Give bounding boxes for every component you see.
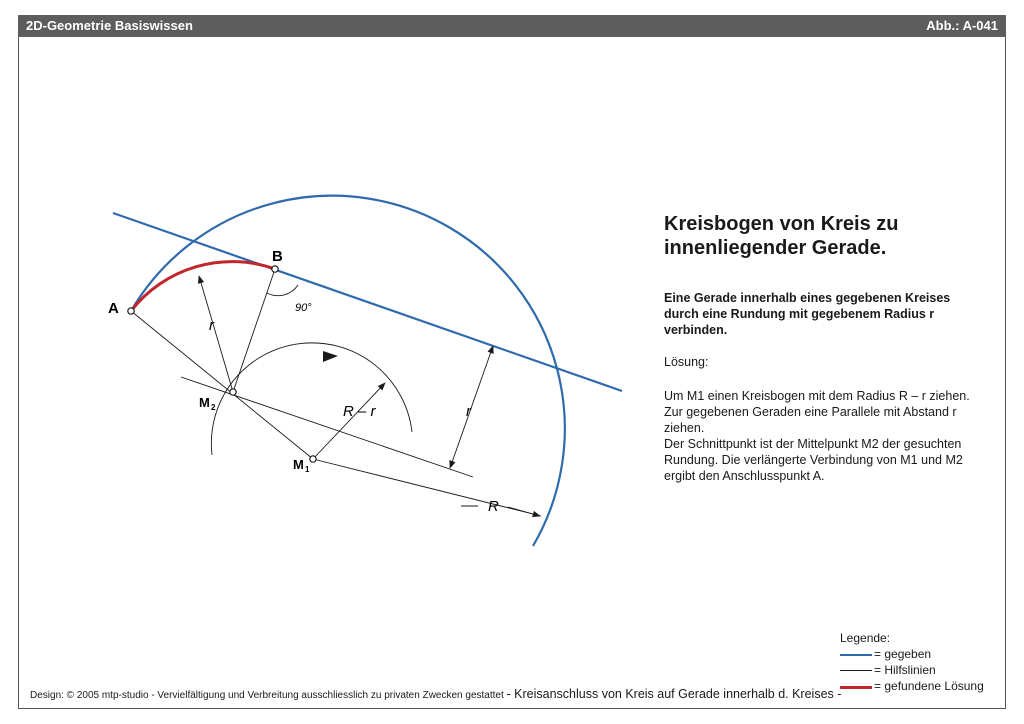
solution-label: Lösung:: [664, 355, 709, 369]
label-R: R: [488, 498, 499, 515]
label-m2-sub: 2: [211, 403, 216, 412]
label-r-minus-r: R – r: [343, 403, 376, 420]
solution-step-3: Der Schnittpunkt ist der Mittelpunkt M2 der gesuchten Rundung. Die verlängerte Verbindung von M1 und M2 ergibt den Anschlusspunkt A.: [664, 437, 963, 483]
arc-direction-arrow: [323, 351, 338, 362]
footer: [30, 687, 841, 701]
title-line-1: Kreisbogen von Kreis zu: [664, 213, 899, 235]
description-title: [664, 212, 984, 260]
solution-step-1: Um M1 einen Kreisbogen mit dem Radius R – r ziehen.: [664, 389, 970, 403]
given-circle: [131, 196, 565, 546]
radius-r-arrow: [199, 276, 233, 392]
legend-label: = gegeben: [874, 647, 932, 661]
solution-text: [664, 388, 974, 484]
parallel-helper-line: [181, 377, 473, 477]
title-line-2: innenliegender Gerade.: [664, 237, 887, 259]
point-m2: [230, 389, 236, 395]
legend-swatch-black: [840, 670, 872, 671]
line-a-m1: [131, 311, 313, 459]
label-m2: M: [199, 395, 210, 410]
distance-r-arrow: [450, 346, 493, 468]
header-title: 2D-Geometrie Basiswissen: [26, 18, 193, 33]
figure-number: Abb.: A-041: [926, 18, 998, 33]
line-m1-outer: [313, 459, 541, 516]
solution-step-2: Zur gegebenen Geraden eine Parallele mit Abstand r ziehen.: [664, 405, 957, 435]
helper-arc-r-minus-r: [211, 343, 412, 455]
legend-swatch-blue: [840, 654, 872, 656]
label-b: B: [272, 248, 283, 265]
legend-swatch-red: [840, 686, 872, 689]
label-a: A: [108, 300, 119, 317]
given-line: [113, 213, 622, 391]
label-m1-sub: 1: [305, 465, 310, 474]
label-m1: M: [293, 457, 304, 472]
legend-title: Legende:: [840, 631, 891, 645]
radius-R-arrow: [508, 507, 540, 516]
footer-caption: - Kreisanschluss von Kreis auf Gerade innerhalb d. Kreises -: [506, 687, 842, 701]
right-angle-arc: [267, 285, 298, 296]
legend-label: = Hilfslinien: [874, 663, 936, 677]
label-90-deg: 90°: [295, 302, 312, 314]
radius-r-minus-r-arrow: [313, 383, 385, 459]
footer-copyright: Design: © 2005 mtp-studio - Vervielfältigung und Verbreitung ausschliesslich zu privaten Zwecken gestattet: [30, 690, 504, 701]
point-a: [128, 308, 134, 314]
solution-arc: [131, 262, 275, 311]
task-statement: Eine Gerade innerhalb eines gegebenen Kreises durch eine Rundung mit gegebenem Radius r verbinden.: [664, 291, 951, 337]
label-r-upper: r: [209, 317, 214, 334]
point-m1: [310, 456, 316, 462]
legend-label: = gefundene Lösung: [874, 679, 984, 693]
label-r-distance: r: [466, 403, 471, 420]
point-b: [272, 266, 278, 272]
